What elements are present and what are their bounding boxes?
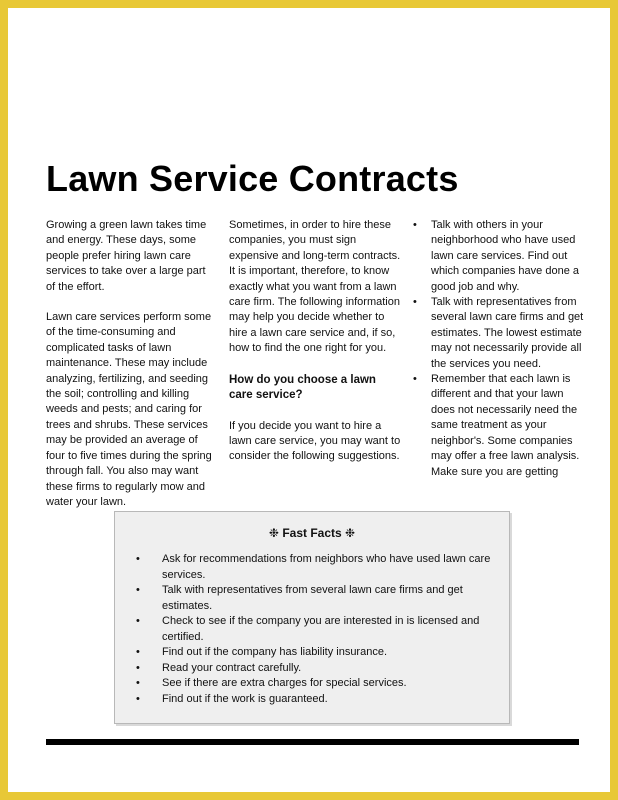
fast-facts-title-text: Fast Facts — [282, 526, 342, 540]
bullet-icon: • — [136, 646, 140, 658]
bullet-icon: • — [413, 373, 417, 386]
bullet-icon: • — [136, 677, 140, 689]
bullet-icon: • — [136, 692, 140, 705]
bullet-icon: • — [413, 296, 417, 309]
bullet-icon: • — [136, 615, 140, 627]
bullet-icon: • — [136, 553, 140, 565]
list-item-text: Find out if the company has liability insurance. — [162, 646, 388, 658]
list-item — [133, 692, 491, 708]
bullet-icon: • — [136, 661, 140, 674]
list-item-text: Find out if the work is guaranteed. — [162, 692, 328, 705]
bullet-icon: • — [136, 584, 140, 596]
snowflake-icon: ❉ — [345, 526, 356, 540]
list-item — [133, 614, 491, 645]
paragraph: Growing a green lawn takes time and energy. These days, some people prefer hiring lawn care services to take over a large part of the effort. — [46, 219, 207, 293]
page-title: Lawn Service Contracts — [46, 158, 459, 199]
list-item — [133, 676, 491, 692]
list-item — [133, 645, 491, 661]
list-item — [413, 295, 588, 372]
text-column-3 — [413, 218, 588, 480]
paragraph: If you decide you want to hire a lawn care service, you may want to consider the following suggestions. — [229, 419, 401, 463]
list-item-text: Talk with representatives from several lawn care firms and get estimates. — [162, 584, 463, 612]
list-item-text: Remember that each lawn is different and that your lawn does not necessarily need the same treatment as your neighbor's. Some companies may offer a free lawn analysis. Make sure you are getting — [431, 373, 580, 478]
text-column-2 — [229, 218, 401, 480]
footer-rule — [46, 739, 579, 745]
list-item — [133, 552, 491, 583]
list-item-text: See if there are extra charges for special services. — [162, 677, 407, 689]
document-page — [8, 8, 610, 792]
snowflake-icon: ❉ — [268, 526, 279, 540]
list-item — [413, 218, 588, 295]
list-item — [133, 583, 491, 614]
list-item-text: Check to see if the company you are interested in is licensed and certified. — [162, 615, 480, 643]
list-item-text: Talk with others in your neighborhood who have used lawn care services. Find out which companies have done a good job and why. — [431, 219, 579, 293]
list-item-text: Talk with representatives from several lawn care firms and get estimates. The lowest estimate may not necessarily provide all the services you need. — [431, 296, 584, 370]
fast-facts-list — [133, 552, 491, 707]
list-item — [133, 661, 491, 677]
paragraph: Lawn care services perform some of the time-consuming and complicated tasks of lawn maintenance. These may include analyzing, fertilizing, and seeding the soil; controlling and killing weeds and pests; and caring for trees and shrubs. These services may be provided an average of four to five times during the spring through fall. You also may want these firms to regularly mow and water your lawn. — [46, 311, 212, 508]
list-item-text: Ask for recommendations from neighbors who have used lawn care services. — [162, 553, 491, 581]
bullet-icon: • — [413, 219, 417, 231]
fast-facts-box — [114, 511, 510, 724]
suggestion-list — [413, 218, 588, 480]
fast-facts-title — [133, 526, 491, 540]
section-heading: How do you choose a lawn care service? — [229, 373, 376, 401]
list-item-text: Read your contract carefully. — [162, 661, 302, 674]
list-item — [413, 372, 588, 480]
text-column-1 — [46, 218, 214, 525]
paragraph: Sometimes, in order to hire these companies, you must sign expensive and long-term contracts. It is important, therefore, to know exactly what you want from a lawn care firm. The following information may help you decide whether to hire a lawn care service and, if so, how to find the one right for you. — [229, 219, 401, 355]
